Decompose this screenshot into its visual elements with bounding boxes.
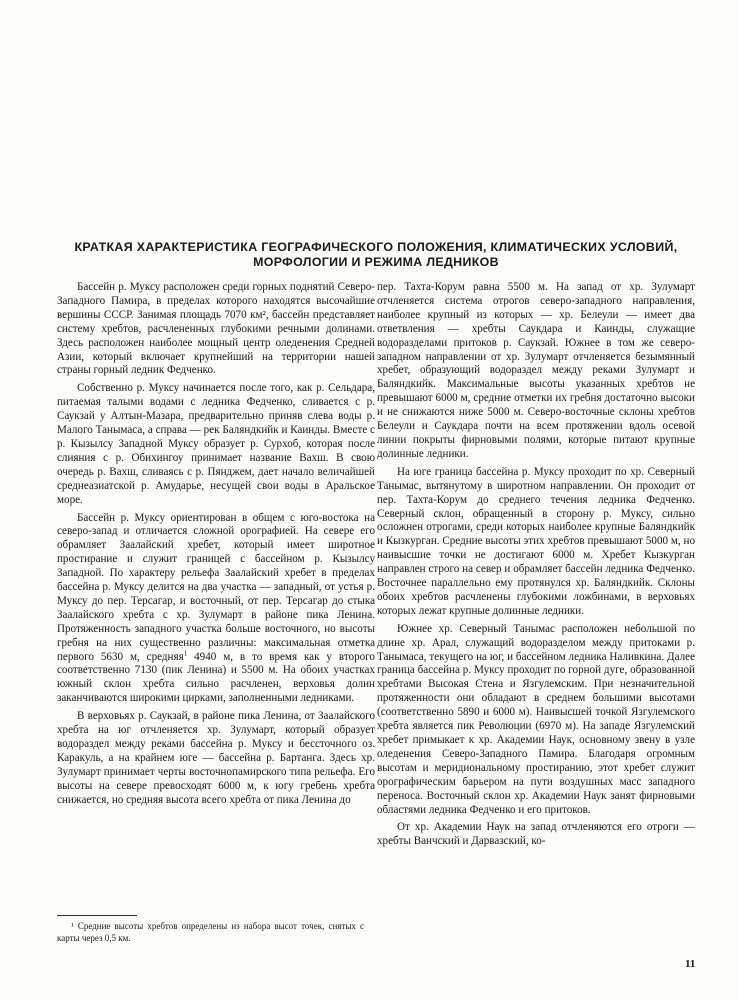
paragraph-text: Бассейн р. Муксу ориентирован в общем с юго-востока на северо-запад и отличается сложной орографией. На севере его обрамляет Заалайский хребет, который имеет широтное простирание и служит границей с бассейном р. Кызылсу Западной. По характеру рельефа Заалайский хребет в пределах бассейна р. Муксу делится на два участка — западный, от устья р. Муксу до пер. Терсагар, и восточный, от пер. Терсагар до стыка Заалайского хребта с хр. Зулумарт в районе пика Ленина. Протяженность западного участка больше восточного, но высоты гребня на них существенно различны: максимальная отметка первого 5630 м, средняя — [57, 511, 375, 663]
right-column — [377, 281, 695, 853]
paragraph: На юге граница бассейна р. Муксу проходит по хр. Северный Танымас, вытянутому в широтном направлении. Он проходит от пер. Тахта-Корум до среднего течения ледника Федченко. Северный склон, обращенный в сторону р. Муксу, сильно осложнен отрогами, среди которых наиболее крупные Баляндкийк и Кызкурган. Средние высоты этих хребтов превышают 5000 м, но наивысшие точки не достигают 6000 м. Хребет Кызкурган направлен строго на север и обрамляет бассейн ледника Федченко. Восточнее параллельно ему протянулся хр. Баляндкийк. Склоны обоих хребтов расчленены глубокими ложбинами, в верховьях которых лежат крупные долинные ледники. — [377, 465, 695, 617]
page-number: 11 — [685, 958, 696, 970]
paragraph: Южнее хр. Северный Танымас расположен небольшой по длине хр. Арал, служащий водоразделом между притоками р. Танымаса, текущего на юг, и бассейном ледника Наливкина. Далее граница бассейна р. Муксу проходит по горной дуге, образованной хребтами Высокая Стена и Язгулемским. При незначительной протяженности они обладают в среднем большими высотами (соответственно 5890 и 6000 м). Наивысшей точкой Язгулемского хребта является пик Революции (6970 м). На западе Язгулемский хребет примыкает к хр. Академии Наук, основному звену в узле оледенения Северо-Западного Памира. Благодаря огромным высотам и меридиональному простиранию, этот хребет служит орографическим барьером на пути воздушных масс западного переноса. Восточный склон хр. Академии Наук занят фирновыми областями ледника Федченко и его притоков. — [377, 622, 695, 816]
paragraph-text: 4940 м, в то время как у второго соответственно 7130 (пик Ленина) и 5500 м. На обоих участках южный склон хребта сильно расчленен, верховья долин заканчиваются широкими цирками, заполненными ледниками. — [57, 650, 375, 705]
paragraph: пер. Тахта-Корум равна 5500 м. На запад от хр. Зулумарт отчленяется система отрогов северо-западного направления, наиболее крупный из которых — хр. Белеули — имеет два ответвления — хребты Саукдара и Каинды, служащие водоразделами притоков р. Саукзай. Южнее в том же северо-западном направлении от хр. Зулумарт отчленяется безымянный хребет, образующий водораздел между реками Зулумарт и Баляндкийк. Максимальные высоты указанных хребтов не превышают 6000 м, средние отметки их гребня достаточно высоки и не снижаются ниже 5000 м. Северо-восточные склоны хребтов Белеули и Саукдара почти на всем протяжении вдоль осевой линии покрыты фирновыми полями, которые питают крупные долинные ледники. — [377, 281, 695, 460]
paragraph: В верховьях р. Саукзай, в районе пика Ленина, от Заалайского хребта на юг отчленяется хр. Зулумарт, который образует водораздел между реками бассейна р. Муксу и бессточного оз. Каракуль, а на крайнем юге — бассейна р. Бартанга. Здесь хр. Зулумарт принимает черты восточнопамирского типа рельефа. Его высоты на севере превосходят 6000 м, к югу гребень хребта снижается, но средняя высота всего хребта от пика Ленина до — [57, 710, 375, 806]
paragraph: Бассейн р. Муксу расположен среди горных поднятий Северо-Западного Памира, в пределах которого находятся высочайшие вершины СССР. Занимая площадь 7070 км², бассейн представляет систему хребтов, расчлененных глубокими речными долинами. Здесь расположен наиболее мощный центр оледенения Средней Азии, который включает крупнейший на территории нашей страны горный ледник Федченко. — [57, 281, 375, 377]
paragraph — [57, 512, 375, 707]
paragraph: От хр. Академии Наук на запад отчленяются его отроги — хребты Ванчский и Дарвазский, ко- — [377, 821, 695, 848]
section-heading: КРАТКАЯ ХАРАКТЕРИСТИКА ГЕОГРАФИЧЕСКОГО ПОЛОЖЕНИЯ, КЛИМАТИЧЕСКИХ УСЛОВИЙ, МОРФОЛОГИИ И РЕЖИМА ЛЕДНИКОВ — [74, 240, 678, 269]
left-column — [57, 281, 375, 812]
footnote-divider — [57, 915, 137, 916]
paragraph: Собственно р. Муксу начинается после того, как р. Сельдара, питаемая талыми водами с ледника Федченко, сливается с р. Саукзай у Алтын-Мазара, предварительно приняв слева воды р. Малого Танымаса, а справа — рек Баляндкийк и Каинды. Вместе с р. Кызылсу Западной Муксу образует р. Сурхоб, которая после слияния с р. Обихингоу принимает название Вахш. В свою очередь р. Вахш, сливаясь с р. Пянджем, дает начало величайшей среднеазиатской р. Амударье, несущей свои воды в Аральское море. — [57, 382, 375, 506]
footnote: ¹ Средние высоты хребтов определены из набора высот точек, снятых с карты через 0,5 км. — [57, 921, 364, 943]
footnote-ref[interactable]: 1 — [183, 648, 188, 657]
